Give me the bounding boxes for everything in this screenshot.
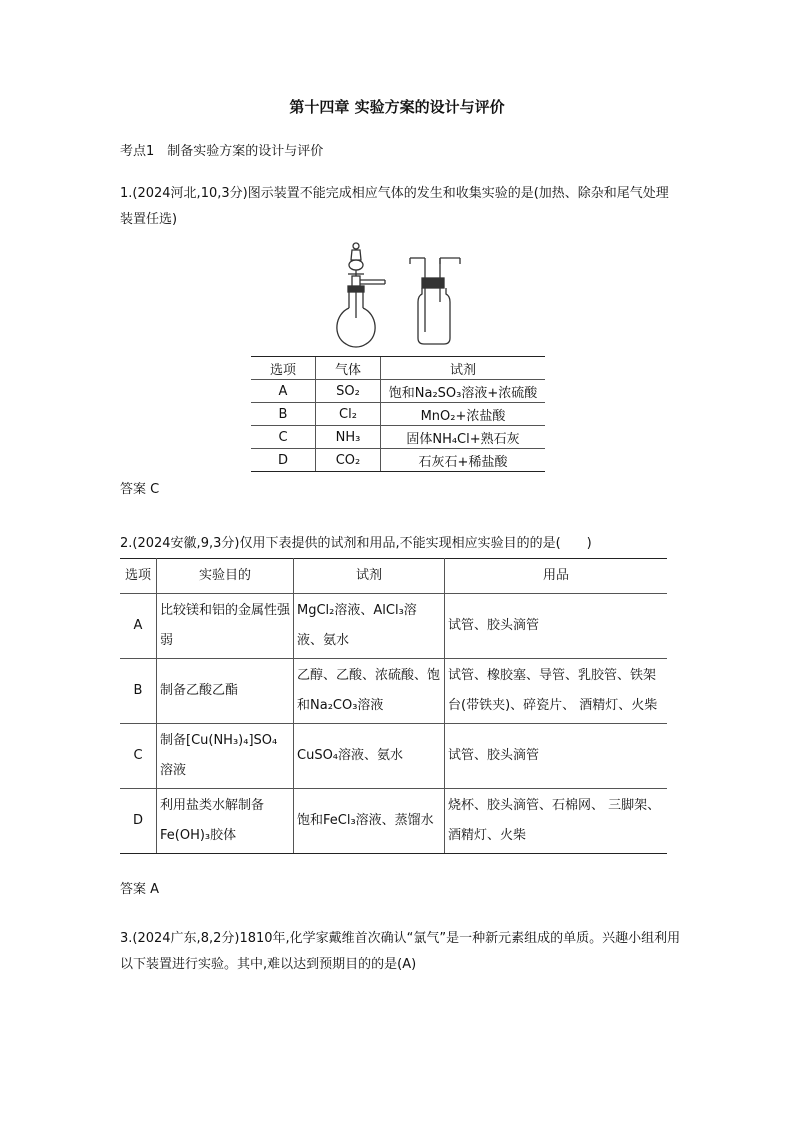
gas-collection-bottle [418, 288, 450, 344]
row-items: 试管、胶头滴管 [445, 594, 668, 659]
table-row [120, 594, 667, 659]
table-row [120, 724, 667, 789]
row-reagent: 石灰石+稀盐酸 [381, 449, 546, 472]
question-1-answer: 答案 C [120, 482, 160, 497]
row-gas: NH₃ [316, 426, 381, 449]
table-row [251, 426, 545, 449]
table-row [251, 449, 545, 472]
question-2-stem: 2.(2024安徽,9,3分)仅用下表提供的试剂和用品,不能实现相应实验目的的是( ) [120, 536, 592, 551]
header-purpose: 实验目的 [157, 559, 294, 594]
row-option: D [120, 789, 157, 854]
question-2-answer: 答案 A [120, 882, 160, 897]
row-option: C [120, 724, 157, 789]
row-items: 试管、橡胶塞、导管、乳胶管、铁架台(带铁夹)、碎瓷片、 酒精灯、火柴 [445, 659, 668, 724]
table-header-row [120, 559, 667, 594]
table-row [120, 789, 667, 854]
table-row [120, 659, 667, 724]
row-purpose: 制备乙酸乙酯 [157, 659, 294, 724]
header-gas: 气体 [316, 357, 381, 380]
row-items: 试管、胶头滴管 [445, 724, 668, 789]
row-option: A [251, 380, 316, 403]
row-reagent: 固体NH₄Cl+熟石灰 [381, 426, 546, 449]
row-items: 烧杯、胶头滴管、石棉网、 三脚架、酒精灯、火柴 [445, 789, 668, 854]
row-option: A [120, 594, 157, 659]
row-reagent: CuSO₄溶液、氨水 [294, 724, 445, 789]
row-reagent: MgCl₂溶液、AlCl₃溶液、氨水 [294, 594, 445, 659]
row-reagent: MnO₂+浓盐酸 [381, 403, 546, 426]
row-option: D [251, 449, 316, 472]
table-row [251, 403, 545, 426]
header-reagent: 试剂 [294, 559, 445, 594]
row-option: B [251, 403, 316, 426]
row-purpose: 利用盐类水解制备Fe(OH)₃胶体 [157, 789, 294, 854]
row-option: C [251, 426, 316, 449]
funnel-stopper-icon [353, 243, 359, 249]
question-1-stem: 1.(2024河北,10,3分)图示装置不能完成相应气体的发生和收集实验的是(加热、除杂和尾气处理装置任选) [120, 186, 669, 227]
header-option: 选项 [251, 357, 316, 380]
question-1-table [251, 356, 545, 472]
row-option: B [120, 659, 157, 724]
gas-apparatus-figure [330, 238, 470, 350]
row-reagent: 饱和FeCl₃溶液、蒸馏水 [294, 789, 445, 854]
section-title: 考点1 制备实验方案的设计与评价 [120, 144, 324, 159]
chapter-title: 第十四章 实验方案的设计与评价 [289, 98, 505, 116]
row-purpose: 制备[Cu(NH₃)₄]SO₄溶液 [157, 724, 294, 789]
header-option: 选项 [120, 559, 157, 594]
row-reagent: 乙醇、乙酸、浓硫酸、饱和Na₂CO₃溶液 [294, 659, 445, 724]
row-purpose: 比较镁和铝的金属性强弱 [157, 594, 294, 659]
row-gas: CO₂ [316, 449, 381, 472]
question-2-table [120, 558, 667, 854]
question-3-stem: 3.(2024广东,8,2分)1810年,化学家戴维首次确认“氯气”是一种新元素组成的单质。兴趣小组利用以下装置进行实验。其中,难以达到预期目的的是(A) [120, 931, 681, 972]
table-row [251, 380, 545, 403]
row-reagent: 饱和Na₂SO₃溶液+浓硫酸 [381, 380, 546, 403]
table-header-row [251, 357, 545, 380]
header-items: 用品 [445, 559, 668, 594]
header-reagent: 试剂 [381, 357, 546, 380]
row-gas: SO₂ [316, 380, 381, 403]
row-gas: Cl₂ [316, 403, 381, 426]
